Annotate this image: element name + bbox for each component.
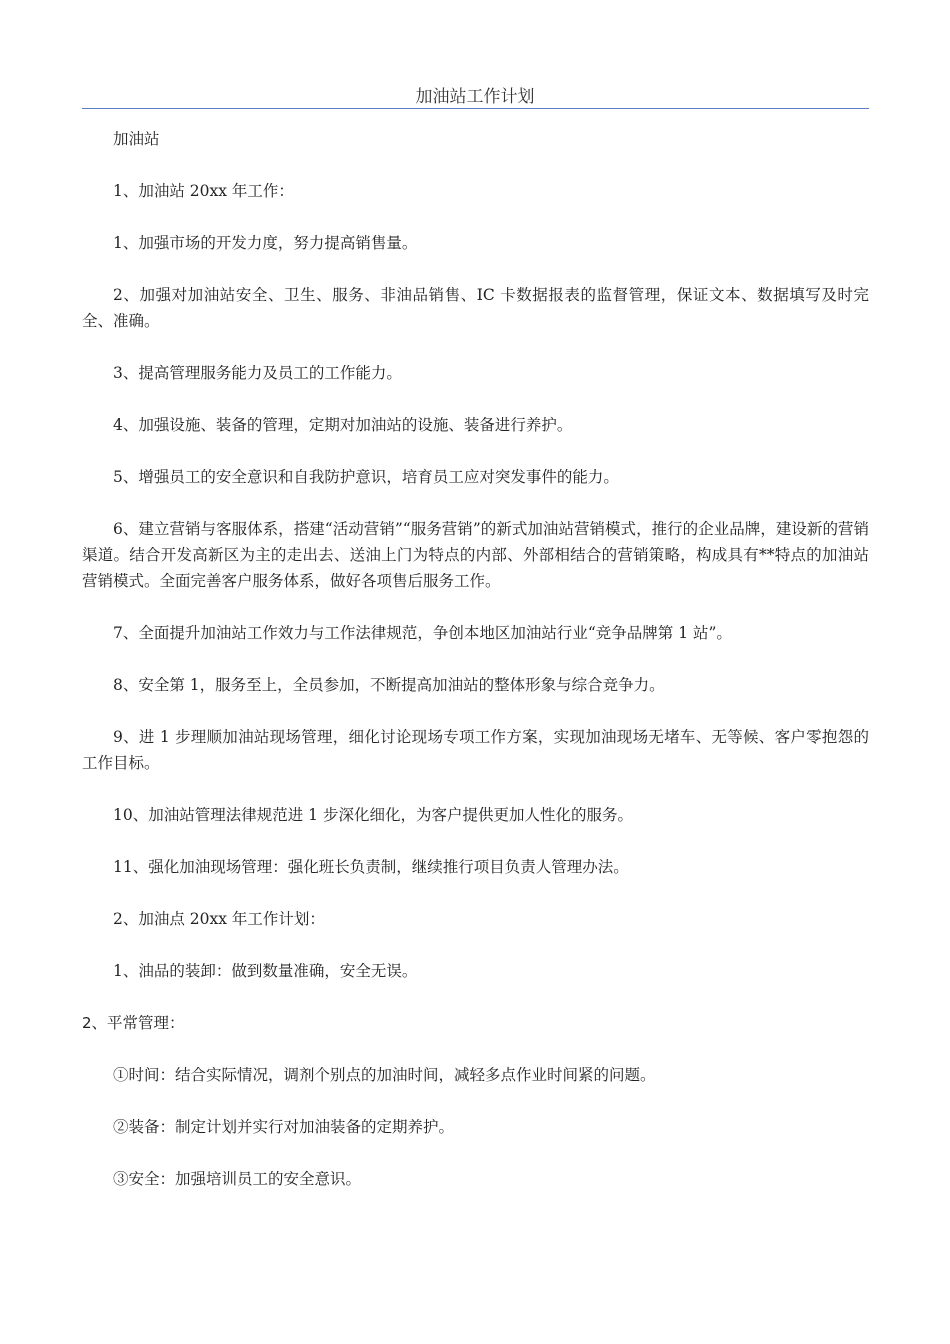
paragraph: 3、提高管理服务能力及员工的工作能力。: [113, 364, 402, 382]
section-number: 2: [82, 1014, 92, 1032]
document-body: [82, 126, 869, 1218]
section-heading: [82, 1010, 869, 1036]
paragraph: 2、加强对加油站安全、卫生、服务、非油品销售、IC 卡数据报表的监督管理，保证文本、数据填写及时完全、准确。: [82, 286, 869, 330]
paragraph: 8、安全第 1，服务至上，全员参加，不断提高加油站的整体形象与综合竞争力。: [113, 676, 665, 694]
paragraph: ②装备：制定计划并实行对加油装备的定期养护。: [113, 1118, 455, 1136]
paragraph: 1、油品的装卸：做到数量准确，安全无误。: [113, 962, 418, 980]
paragraph: 11、强化加油现场管理：强化班长负责制，继续推行项目负责人管理办法。: [113, 858, 629, 876]
section-heading-text: 、平常管理：: [91, 1014, 185, 1032]
paragraph: 7、全面提升加油站工作效力与工作法律规范，争创本地区加油站行业“竞争品牌第 1 站”。: [113, 624, 732, 642]
paragraph: 5、增强员工的安全意识和自我防护意识，培育员工应对突发事件的能力。: [113, 468, 619, 486]
paragraph: 4、加强设施、装备的管理，定期对加油站的设施、装备进行养护。: [113, 416, 573, 434]
paragraph: 加油站: [113, 130, 160, 148]
paragraph: ①时间：结合实际情况，调剂个别点的加油时间，减轻多点作业时间紧的问题。: [113, 1066, 656, 1084]
paragraph: 6、建立营销与客服体系，搭建“活动营销”“服务营销”的新式加油站营销模式，推行的企业品牌，建设新的营销渠道。结合开发高新区为主的走出去、送油上门为特点的内部、外部相结合的营销策略，构成具有**特点的加油站营销模式。全面完善客户服务体系，做好各项售后服务工作。: [82, 520, 869, 590]
paragraph: 2、加油点 20xx 年工作计划：: [113, 910, 325, 928]
paragraph: 1、加强市场的开发力度，努力提高销售量。: [113, 234, 418, 252]
paragraph: ③安全：加强培训员工的安全意识。: [113, 1170, 362, 1188]
header-divider: [82, 108, 869, 109]
paragraph: 9、进 1 步理顺加油站现场管理，细化讨论现场专项工作方案，实现加油现场无堵车、无等候、客户零抱怨的工作目标。: [82, 728, 869, 772]
paragraph: 1、加油站 20xx 年工作：: [113, 182, 294, 200]
document-title: 加油站工作计划: [415, 87, 535, 107]
paragraph: 10、加油站管理法律规范进 1 步深化细化，为客户提供更加人性化的服务。: [113, 806, 633, 824]
